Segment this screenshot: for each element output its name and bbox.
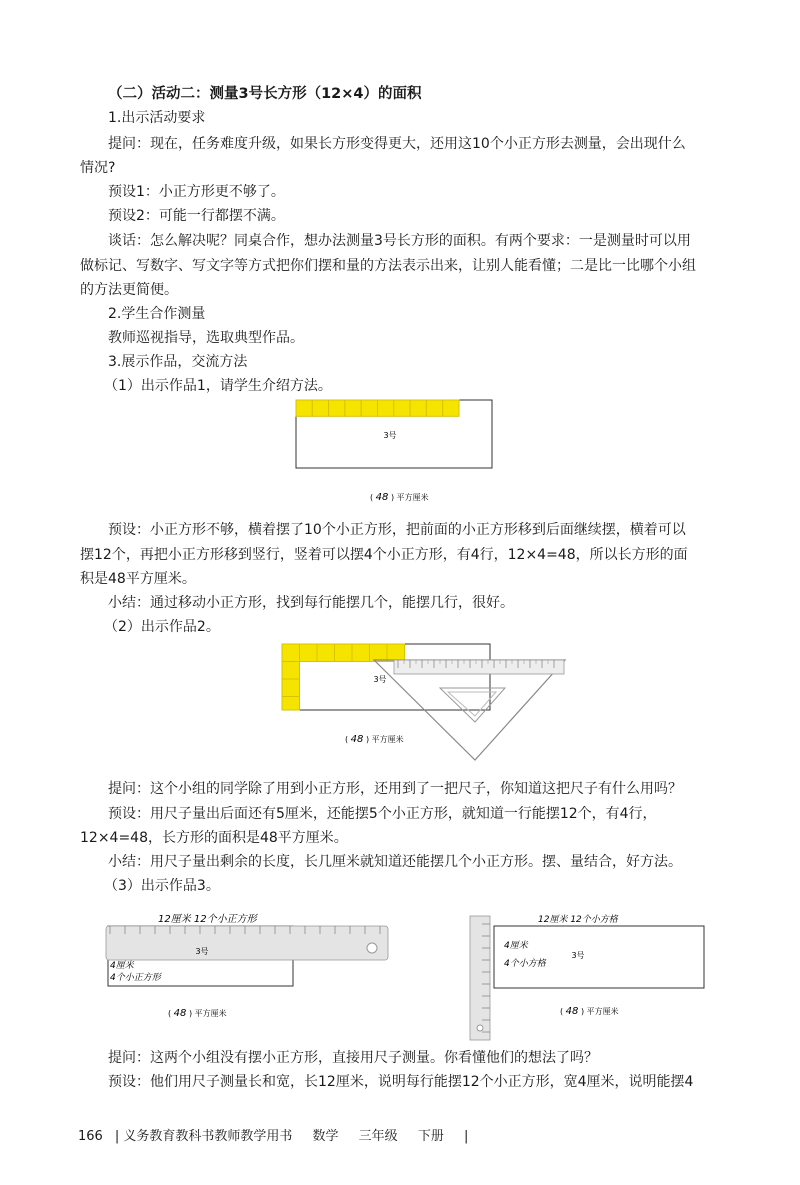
footer-divider: | xyxy=(114,1129,120,1144)
paragraph: 1.出示活动要求 xyxy=(108,110,206,126)
figure-work-1 xyxy=(290,396,500,512)
paragraph: 12×4=48，长方形的面积是48平方厘米。 xyxy=(80,830,348,846)
paragraph: 小结：用尺子量出剩余的长度，长几厘米就知道还能摆几个小正方形。摆、量结合，好方法。 xyxy=(108,854,682,870)
paragraph: 预设1：小正方形更不够了。 xyxy=(108,184,285,200)
paragraph: 教师巡视指导，选取典型作品。 xyxy=(108,330,304,346)
caption-unit: 平方厘米 xyxy=(371,735,404,744)
figure-caption: ( 48 ) 平方厘米 xyxy=(345,734,404,745)
paragraph: （3）出示作品3。 xyxy=(104,878,220,894)
paragraph: 提问：这个小组的同学除了用到小正方形，还用到了一把尺子，你知道这把尺子有什么用吗？ xyxy=(108,781,682,797)
handwritten-note-left: 4厘米 xyxy=(504,941,528,951)
handwritten-note-left: 4个小正方形 xyxy=(110,973,161,983)
paragraph: （2）出示作品2。 xyxy=(104,619,220,635)
paragraph: 提问：这两个小组没有摆小正方形，直接用尺子测量。你看懂他们的想法了吗？ xyxy=(108,1050,598,1066)
handwritten-note-top: 12厘米 12个小方格 xyxy=(538,915,618,925)
paragraph: 预设：用尺子量出后面还有5厘米，还能摆5个小正方形，就知道一行能摆12个，有4行， xyxy=(108,806,657,822)
page-number: 166 xyxy=(78,1129,103,1144)
figure-work-2 xyxy=(270,638,580,770)
caption-unit: 平方厘米 xyxy=(194,1009,227,1018)
paragraph: 的方法更简便。 xyxy=(80,282,178,298)
rect-label: 3号 xyxy=(373,675,387,684)
rect-label: 3号 xyxy=(195,947,209,956)
figure-caption: ( 48 ) 平方厘米 xyxy=(168,1008,227,1019)
paragraph: 预设：小正方形不够，横着摆了10个小正方形，把前面的小正方形移到后面继续摆，横着可以 xyxy=(108,522,686,538)
paragraph: 积是48平方厘米。 xyxy=(80,571,196,587)
paragraph: 3.展示作品，交流方法 xyxy=(108,354,248,370)
paragraph: 摆12个，再把小正方形移到竖行，竖着可以摆4个小正方形，有4行，12×4=48，所以长方形的面 xyxy=(80,547,688,563)
footer-divider: | xyxy=(463,1129,469,1144)
paragraph: 情况? xyxy=(80,160,116,176)
vertical-ruler xyxy=(470,916,490,1040)
footer-subject: 数学 xyxy=(312,1129,339,1144)
caption-value: 48 xyxy=(375,492,389,503)
paragraph: 提问：现在，任务难度升级，如果长方形变得更大，还用这10个小正方形去测量，会出现什么 xyxy=(108,136,686,152)
yellow-squares-row xyxy=(296,400,459,416)
paragraph: 2.学生合作测量 xyxy=(108,306,206,322)
footer-book-title: 义务教育教科书教师教学用书 xyxy=(123,1129,293,1144)
figure-work-3b xyxy=(460,896,710,1046)
paragraph: 小结：通过移动小正方形，找到每行能摆几个，能摆几行，很好。 xyxy=(108,595,514,611)
paragraph: （1）出示作品1，请学生介绍方法。 xyxy=(104,378,332,394)
footer-volume: 下册 xyxy=(417,1129,444,1144)
caption-value: 48 xyxy=(350,734,364,745)
straight-ruler xyxy=(106,926,388,960)
handwritten-note-left: 4个小方格 xyxy=(504,959,546,969)
figure-work-3a xyxy=(96,896,396,1030)
handwritten-note-left: 4厘米 xyxy=(110,961,134,971)
rect-label: 3号 xyxy=(571,951,585,960)
figure-caption: ( 48 ) 平方厘米 xyxy=(370,492,429,503)
handwritten-note-top: 12厘米 12个小正方形 xyxy=(158,914,257,925)
caption-value: 48 xyxy=(173,1008,187,1019)
rect-label: 3号 xyxy=(383,431,397,440)
footer-grade: 三年级 xyxy=(358,1129,398,1144)
paragraph: 谈话：怎么解决呢？同桌合作，想办法测量3号长方形的面积。有两个要求：一是测量时可以用 xyxy=(108,233,691,249)
caption-value: 48 xyxy=(565,1006,579,1017)
caption-unit: 平方厘米 xyxy=(396,493,429,502)
paragraph: 预设：他们用尺子测量长和宽，长12厘米，说明每行能摆12个小正方形，宽4厘米，说明能摆4 xyxy=(108,1074,694,1090)
paragraph: 预设2：可能一行都摆不满。 xyxy=(108,208,285,224)
paragraph: 做标记、写数字、写文字等方式把你们摆和量的方法表示出来，让别人能看懂；二是比一比哪个小组 xyxy=(80,258,696,274)
figure-caption: ( 48 ) 平方厘米 xyxy=(560,1006,619,1017)
page-footer xyxy=(78,1128,468,1146)
caption-unit: 平方厘米 xyxy=(586,1007,619,1016)
section-heading: （二）活动二：测量3号长方形（12×4）的面积 xyxy=(108,86,422,102)
straight-ruler xyxy=(394,660,564,674)
